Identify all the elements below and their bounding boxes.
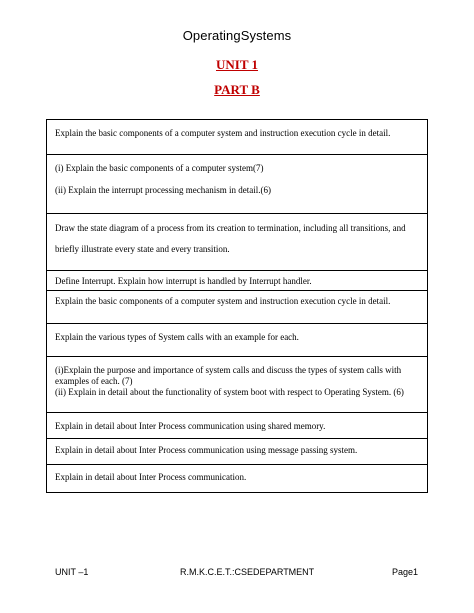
question-cell (47, 413, 428, 439)
question-cell (47, 120, 428, 155)
question-cell (47, 465, 428, 493)
question-text: Define Interrupt. Explain how interrupt is handled by Interrupt handler. (55, 276, 312, 286)
question-text: (i)Explain the purpose and importance of system calls and discuss the types of system calls with (55, 365, 402, 375)
part-heading: PART B (214, 82, 260, 97)
question-row (47, 291, 428, 324)
question-cell (47, 439, 428, 465)
question-row (47, 120, 428, 155)
question-text: Draw the state diagram of a process from its creation to termination, including all transitions, and (55, 223, 406, 233)
questions-table (46, 119, 428, 493)
question-text: (i) Explain the basic components of a computer system(7) (55, 163, 264, 173)
question-row (47, 271, 428, 291)
question-cell (47, 324, 428, 357)
question-cell (47, 291, 428, 324)
question-text: Explain in detail about Inter Process communication using shared memory. (55, 421, 326, 431)
question-text: Explain in detail about Inter Process communication. (55, 472, 247, 482)
question-text: Explain in detail about Inter Process communication using message passing system. (55, 445, 358, 455)
question-row (47, 155, 428, 214)
unit-heading: UNIT 1 (215, 57, 259, 72)
question-text: (ii) Explain the interrupt processing mechanism in detail.(6) (55, 185, 271, 195)
question-row (47, 357, 428, 413)
question-text: briefly illustrate every state and every transition. (55, 244, 230, 254)
question-row (47, 413, 428, 439)
question-text: Explain the basic components of a computer system and instruction execution cycle in detail. (55, 296, 391, 306)
question-row (47, 465, 428, 493)
footer-page-number: Page1 (392, 567, 419, 577)
question-row (47, 324, 428, 357)
question-text: (ii) Explain in detail about the functionality of system boot with respect to Operating System. (6) (55, 387, 404, 397)
question-text: examples of each. (7) (55, 376, 133, 386)
question-row (47, 439, 428, 465)
question-cell (47, 357, 428, 413)
question-cell (47, 155, 428, 214)
question-text: Explain the basic components of a computer system and instruction execution cycle in detail. (55, 128, 391, 138)
question-text: Explain the various types of System calls with an example for each. (55, 332, 299, 342)
document-title: OperatingSystems (182, 28, 292, 43)
question-row (47, 214, 428, 271)
question-cell (47, 271, 428, 291)
question-cell (47, 214, 428, 271)
footer-unit: UNIT –1 (55, 567, 89, 577)
footer-department: R.M.K.C.E.T.:CSEDEPARTMENT (180, 567, 315, 577)
